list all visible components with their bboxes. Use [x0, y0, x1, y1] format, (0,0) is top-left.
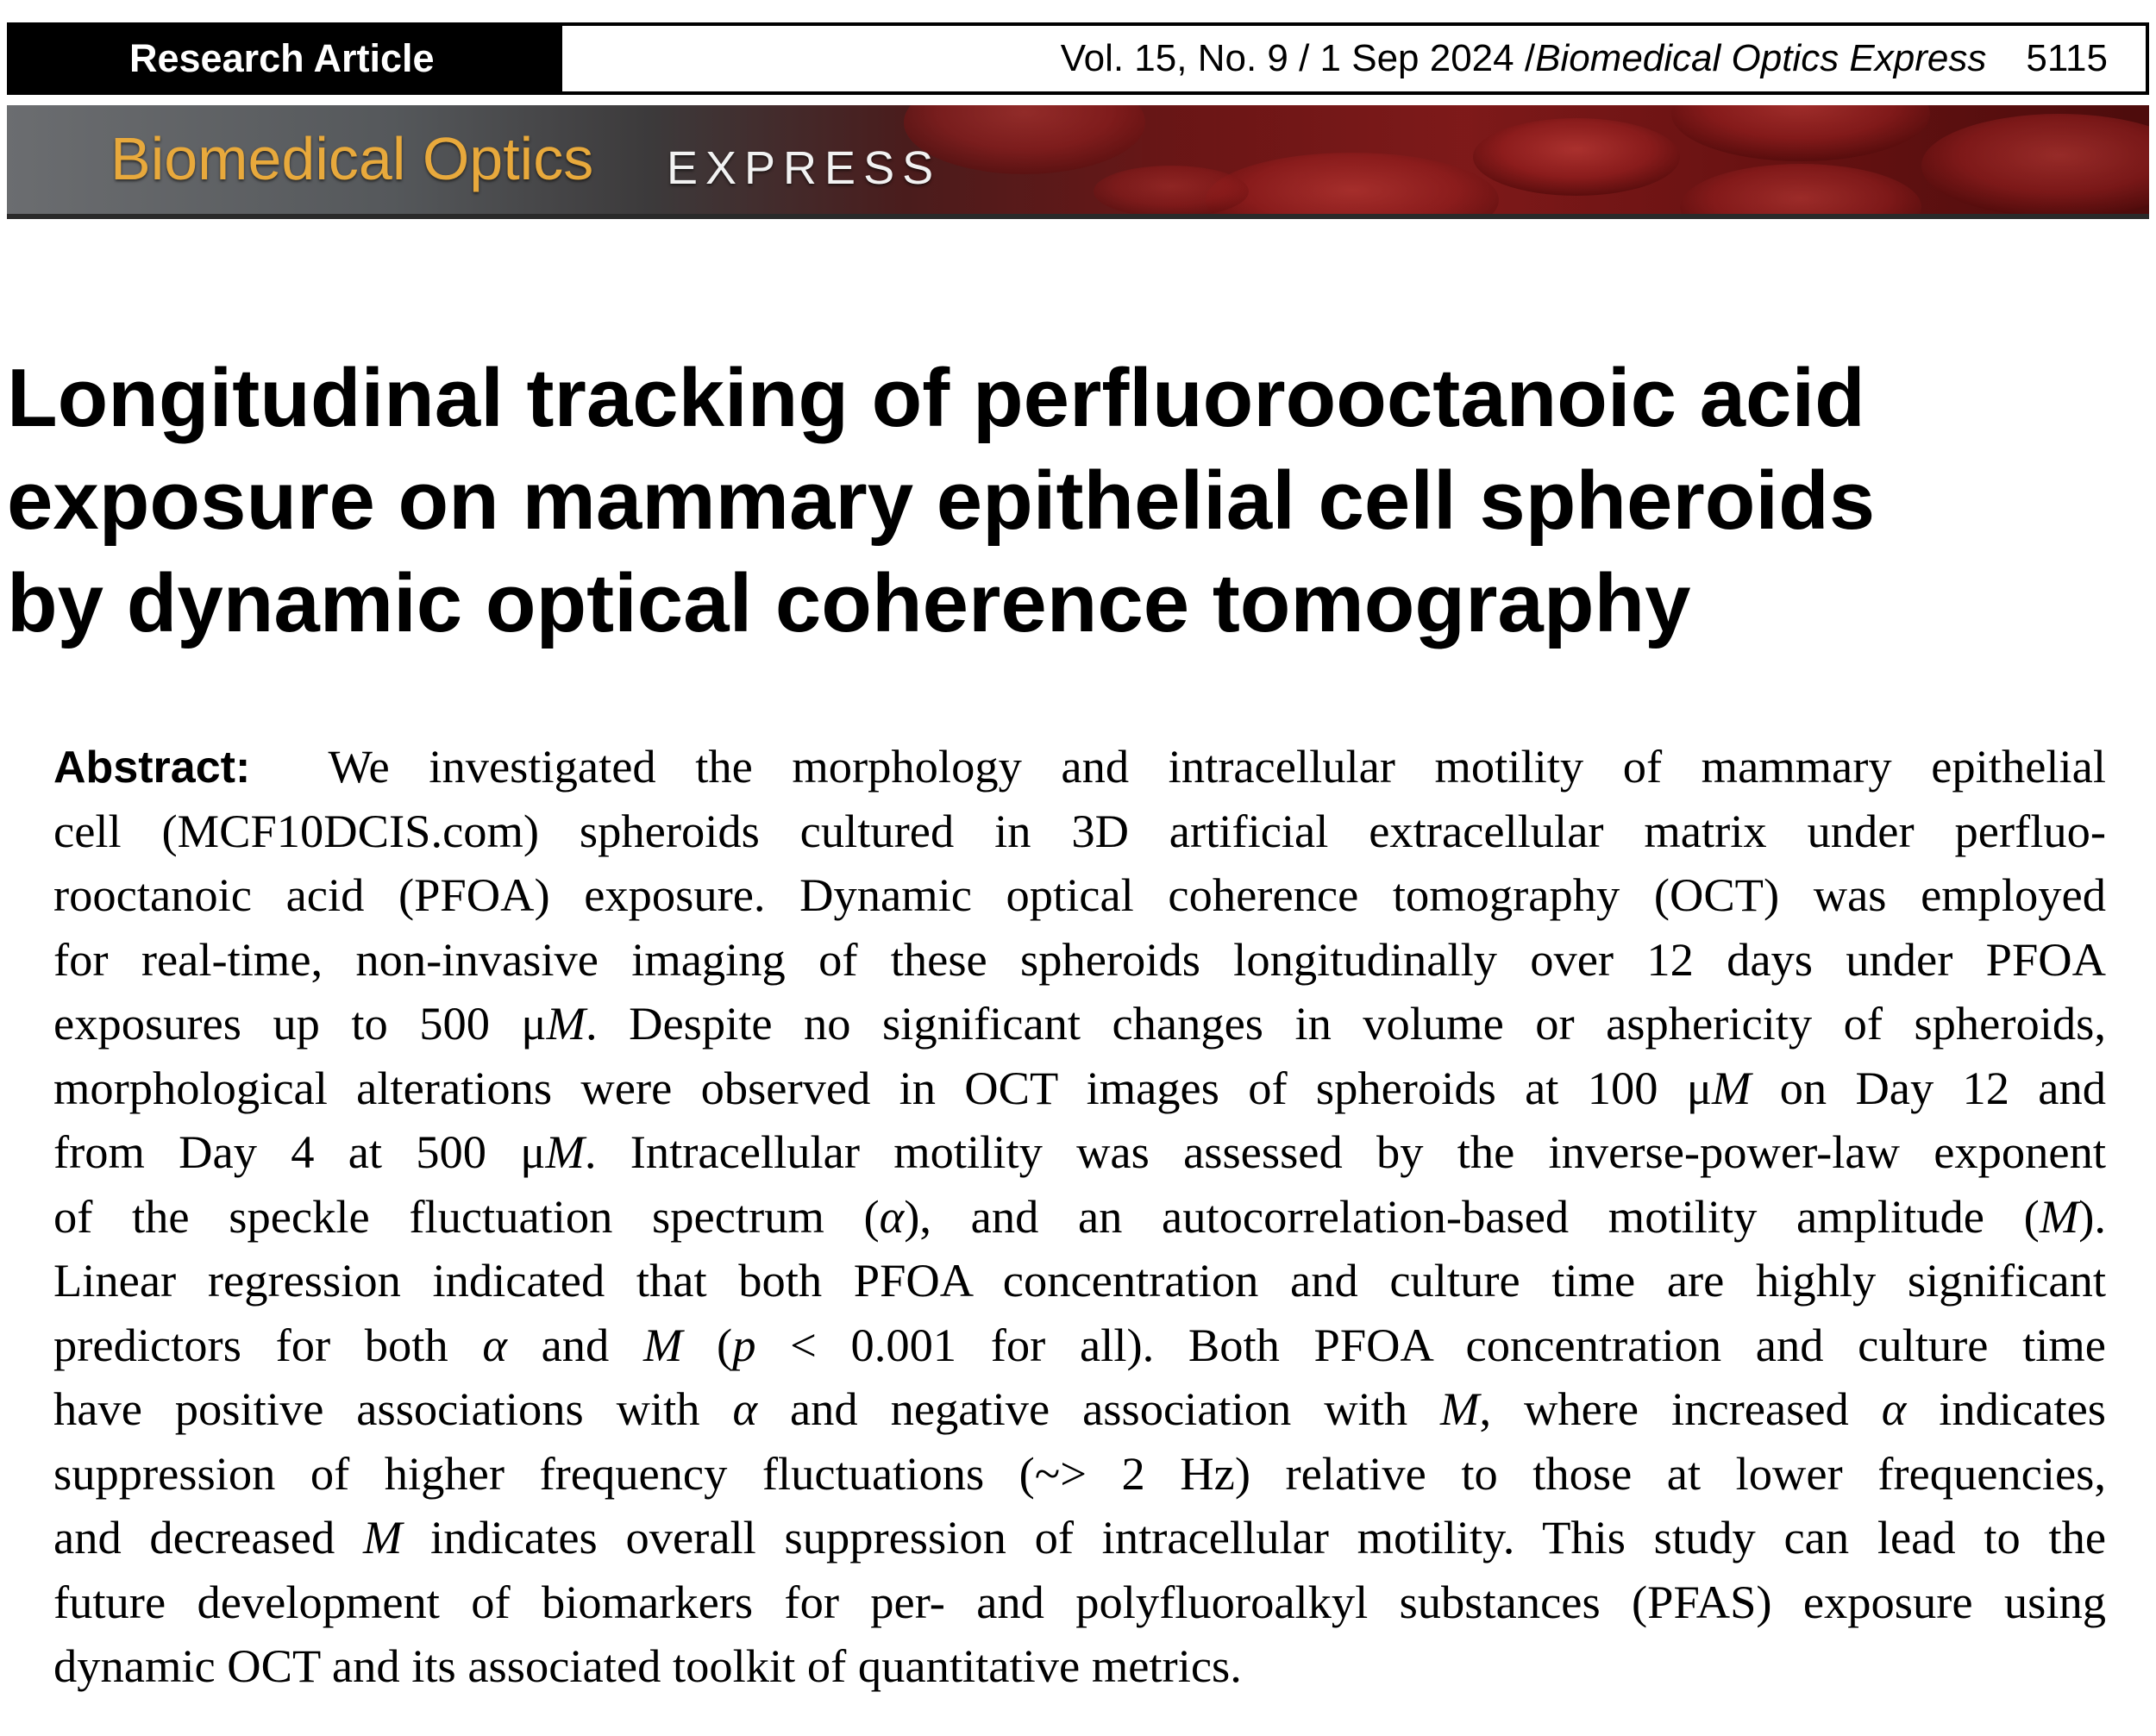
journal-header-strip	[7, 22, 2149, 95]
abstract-line	[53, 735, 2106, 799]
abstract-line: morphological alterations were observed in OCT images of spheroids at 100 μM on Day 12 and	[53, 1061, 2106, 1114]
citation-volume-date: Vol. 15, No. 9 / 1 Sep 2024 /	[1060, 37, 1536, 79]
abstract-label: Abstract:	[53, 743, 251, 793]
journal-logo-subtitle: EXPRESS	[667, 142, 942, 194]
page-number: 5115	[2026, 37, 2108, 79]
abstract-line: for real-time, non-invasive imaging of these spheroids longitudinally over 12 days under PFOA	[53, 932, 2106, 986]
journal-banner	[7, 105, 2149, 219]
abstract-line: dynamic OCT and its associated toolkit of quantitative metrics.	[53, 1639, 1242, 1692]
abstract-line: suppression of higher frequency fluctuations (~> 2 Hz) relative to those at lower frequencies,	[53, 1446, 2106, 1500]
abstract-line: predictors for both α and M (p < 0.001 for all). Both PFOA concentration and culture time	[53, 1318, 2106, 1371]
abstract-line: of the speckle fluctuation spectrum (α), and an autocorrelation-based motility amplitude (M).	[53, 1189, 2106, 1243]
abstract-line: rooctanoic acid (PFOA) exposure. Dynamic optical coherence tomography (OCT) was employed	[53, 868, 2106, 921]
paper-title	[7, 347, 2146, 655]
article-type-label: Research Article	[10, 26, 562, 91]
title-line: by dynamic optical coherence tomography	[7, 557, 1691, 649]
journal-logo-title: Biomedical Optics	[110, 125, 594, 192]
abstract-line: exposures up to 500 μM. Despite no significant changes in volume or asphericity of spheroids,	[53, 997, 2106, 1050]
abstract-line-text: We investigated the morphology and intracellular motility of mammary epithelial	[328, 740, 2106, 793]
abstract-line: cell (MCF10DCIS.com) spheroids cultured in 3D artificial extracellular matrix under perfluo-	[53, 804, 2106, 857]
citation-line	[562, 26, 2146, 91]
abstract-line: future development of biomarkers for per- and polyfluoroalkyl substances (PFAS) exposure using	[53, 1575, 2106, 1628]
abstract-line: and decreased M indicates overall suppression of intracellular motility. This study can lead to the	[53, 1511, 2107, 1564]
title-line: Longitudinal tracking of perfluorooctanoic acid	[7, 352, 1865, 444]
abstract-line: from Day 4 at 500 μM. Intracellular motility was assessed by the inverse-power-law exponent	[53, 1125, 2106, 1178]
title-line: exposure on mammary epithelial cell spheroids	[7, 454, 1876, 547]
abstract-line: have positive associations with α and negative association with M, where increased α indicates	[53, 1382, 2106, 1435]
abstract-block	[53, 735, 2106, 1699]
citation-journal-name: Biomedical Optics Express	[1535, 37, 1987, 79]
abstract-line: Linear regression indicated that both PFOA concentration and culture time are highly significant	[53, 1254, 2106, 1307]
